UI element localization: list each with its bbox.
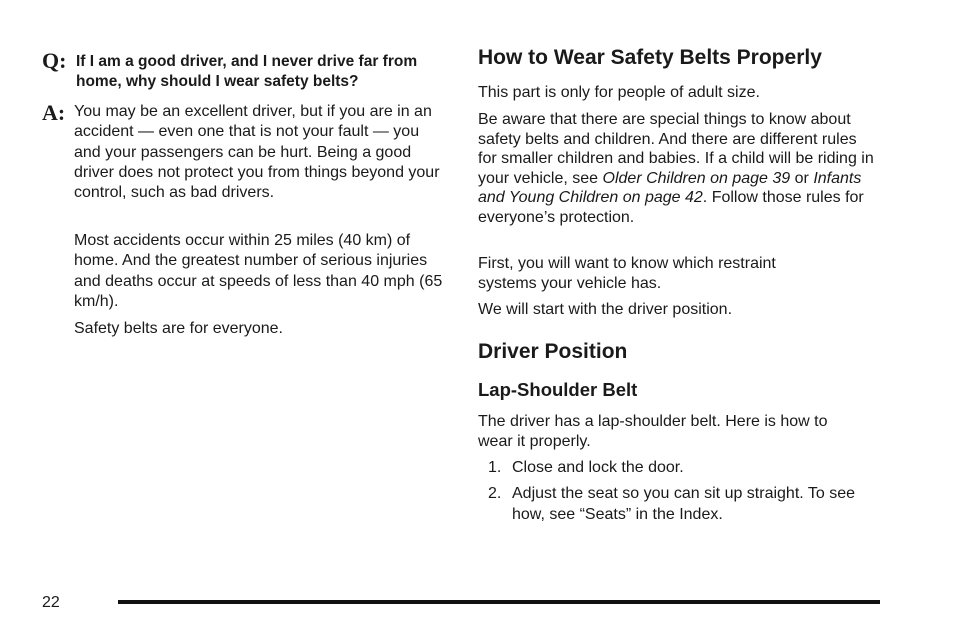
answer-paragraph-1: You may be an excellent driver, but if you are in an accident — even one that is not your fault — you and your passengers can be hurt. Being a good driver does not protect you from things beyond your control, such as bad drivers.: [74, 103, 440, 202]
step-number: 1.: [488, 459, 502, 476]
question-text: If I am a good driver, and I never drive far from home, why should I wear safety belts?: [76, 53, 418, 90]
answer-paragraph-3: Safety belts are for everyone.: [74, 320, 283, 337]
q-mark: Q:: [42, 48, 67, 73]
cross-reference-older-children: Older Children on page 39: [602, 169, 791, 187]
paragraph-children-or: or: [790, 169, 814, 187]
a-mark: A:: [42, 100, 66, 125]
steps-list: [488, 458, 868, 531]
step-text: Close and lock the door.: [512, 459, 684, 476]
list-item: [488, 458, 868, 478]
list-item: [488, 484, 868, 525]
cross-reference-infants: Infants and Young Children on page 42: [478, 169, 862, 206]
step-text: Adjust the seat so you can sit up straight. To see how, see “Seats” in the Index.: [512, 485, 856, 523]
paragraph-lap-shoulder: The driver has a lap-shoulder belt. Here is how to wear it properly.: [478, 413, 828, 450]
paragraph-restraint-systems: First, you will want to know which restraint systems your vehicle has.: [478, 255, 776, 292]
paragraph-children: [478, 110, 874, 227]
page-number: 22: [42, 594, 60, 611]
paragraph-children-text-b: . Follow those rules for everyone’s protection.: [478, 189, 864, 226]
paragraph-driver-position: We will start with the driver position.: [478, 301, 733, 318]
footer-rule: [118, 600, 880, 604]
section-heading-safety-belts: How to Wear Safety Belts Properly: [478, 46, 822, 69]
paragraph-children-text-a: Be aware that there are special things to know about safety belts and children. And there are different rules for smaller children and babies. If a child will be riding in your vehicle, see: [478, 111, 874, 187]
section-heading-driver-position: Driver Position: [478, 340, 628, 363]
answer-paragraph-2: Most accidents occur within 25 miles (40 km) of home. And the greatest number of serious injuries and deaths occur at speeds of less than 40 mph (65 km/h).: [74, 232, 443, 310]
sub-heading-lap-shoulder-belt: Lap-Shoulder Belt: [478, 379, 638, 400]
step-number: 2.: [488, 485, 502, 503]
paragraph-adult-size: This part is only for people of adult size.: [478, 84, 760, 101]
